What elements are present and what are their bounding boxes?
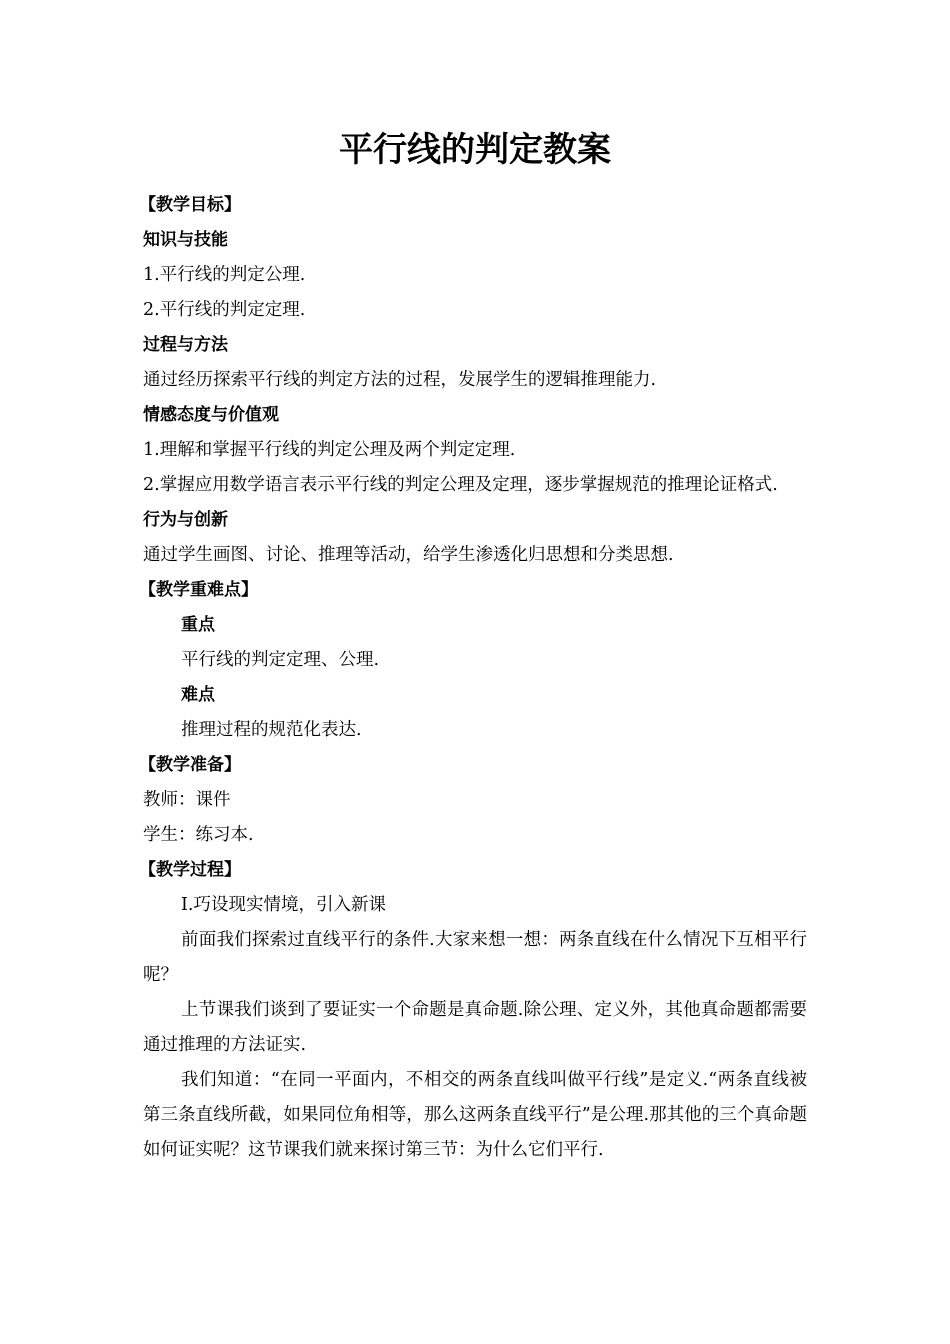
procedure-paragraph: 上节课我们谈到了要证实一个命题是真命题.除公理、定义外，其他真命题都需要通过推理的方法证实. — [143, 1000, 807, 1055]
document-body — [139, 124, 807, 1168]
procedure-section-title: Ⅰ.巧设现实情境，引入新课 — [181, 895, 386, 915]
student-preparation: 学生：练习本. — [143, 825, 254, 845]
procedure-paragraph: 我们知道：“在同一平面内，不相交的两条直线叫做平行线”是定义.“两条直线被第三条直线所截，如果同位角相等，那么这两条直线平行”是公理.那其他的三个真命题如何证实呢？这节课我们就来探讨第三节：为什么它们平行. — [143, 1070, 807, 1160]
subheading-knowledge: 知识与技能 — [143, 230, 228, 250]
behavior-text: 通过学生画图、讨论、推理等活动，给学生渗透化归思想和分类思想. — [143, 545, 674, 565]
subheading-emotion: 情感态度与价值观 — [143, 405, 279, 425]
emotion-item: 2.掌握应用数学语言表示平行线的判定公理及定理，逐步掌握规范的推理论证格式. — [143, 475, 778, 495]
process-text: 通过经历探索平行线的判定方法的过程，发展学生的逻辑推理能力. — [143, 370, 657, 390]
knowledge-item: 2.平行线的判定定理. — [143, 300, 306, 320]
difficulty-text: 推理过程的规范化表达. — [181, 720, 362, 740]
difficulty-heading: 难点 — [181, 685, 215, 705]
section-heading-procedure: 【教学过程】 — [139, 860, 241, 880]
subheading-process: 过程与方法 — [143, 335, 228, 355]
section-heading-objectives: 【教学目标】 — [139, 195, 241, 215]
emotion-item: 1.理解和掌握平行线的判定公理及两个判定定理. — [143, 440, 516, 460]
teacher-preparation: 教师：课件 — [143, 790, 231, 810]
subheading-behavior: 行为与创新 — [143, 510, 228, 530]
section-heading-key-points: 【教学重难点】 — [139, 580, 258, 600]
focus-text: 平行线的判定定理、公理. — [181, 650, 380, 670]
knowledge-item: 1.平行线的判定公理. — [143, 265, 306, 285]
document-title: 平行线的判定教案 — [339, 130, 611, 170]
procedure-paragraph: 前面我们探索过直线平行的条件.大家来想一想：两条直线在什么情况下互相平行呢？ — [143, 930, 807, 985]
section-heading-preparation: 【教学准备】 — [139, 755, 241, 775]
focus-heading: 重点 — [181, 615, 215, 635]
